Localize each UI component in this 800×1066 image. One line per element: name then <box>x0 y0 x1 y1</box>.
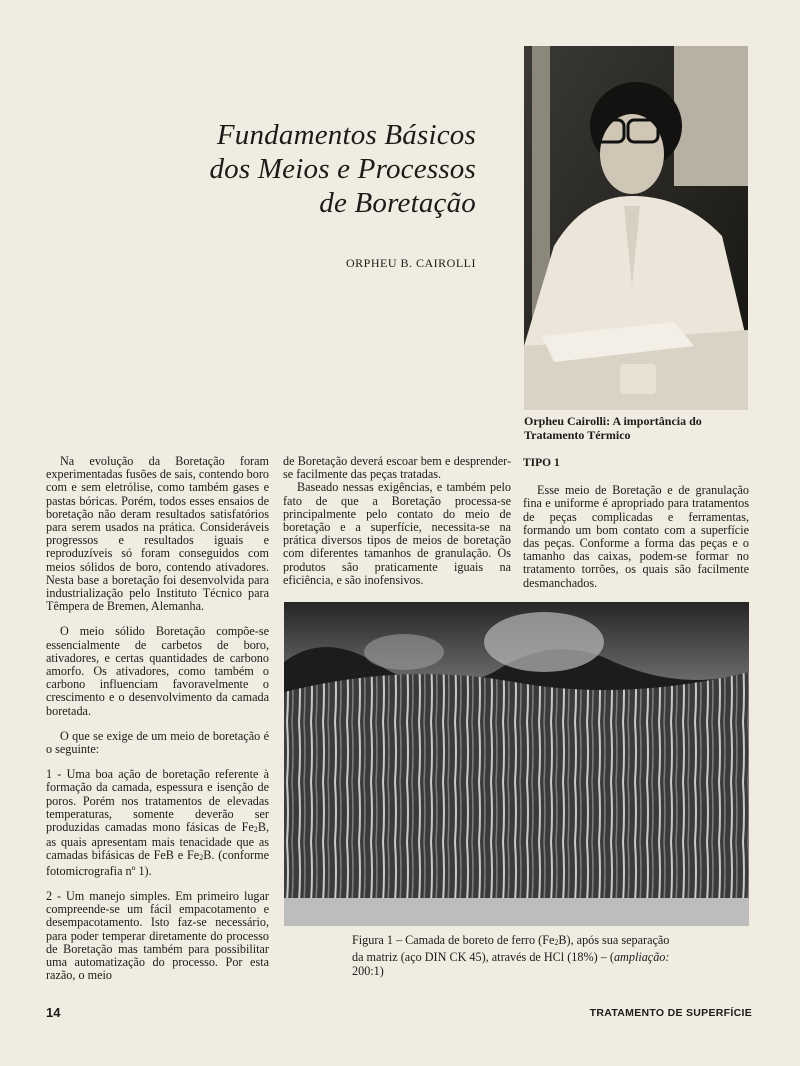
micrograph-figure <box>284 602 749 926</box>
paragraph: Esse meio de Boretação e de granulação fina e uniforme é apropriado para tratamentos de peças complicadas e ferramentas, formando um bom contato com a superfície das peças. Conforme a forma das peças e o tamanho das caixas, podem-se formar no tratamento torrões, os quais são facilmente desmanchados. <box>523 483 749 590</box>
article-title <box>150 118 476 220</box>
paragraph: Na evolução da Boretação foram experimentadas fusões de sais, contendo boro com e sem eletrólise, como também gases e pastas bóricas. Porém, todos esses ensaios de boretação não deram resultados satisfatórios para serem usados na prática. Consideráveis progressos e resultados iguais e reproduzíveis só foram conseguidos com meios sólidos de boro, contendo ativadores. Nesta base a boretação foi desenvolvida para industrialização pelo Instituto Técnico para Têmpera de Bremen, Alemanha. <box>46 454 269 614</box>
text-column-2 <box>283 455 511 599</box>
photo-caption: Orpheu Cairolli: A importância do Tratamento Térmico <box>524 414 702 442</box>
paragraph: de Boretação deverá escoar bem e desprender-se facilmente das peças tratadas. <box>283 454 511 482</box>
subscript: 2 <box>554 938 559 947</box>
author-photo-illustration <box>524 46 748 410</box>
title-line-2: dos Meios e Processos <box>209 153 476 185</box>
title-line-1: Fundamentos Básicos <box>216 119 476 151</box>
paragraph: O que se exige de um meio de boretação é o seguinte: <box>46 728 269 757</box>
author-photo <box>524 46 748 410</box>
section-heading: TIPO 1 <box>523 457 560 469</box>
paragraph-requirement-1: 1 - Uma boa ação de boretação referente à formação da camada, espessura e isenção de poros. Porém nos tratamentos de elevadas temperaturas, somente deverão ser produzidas camadas mono fásicas de $Fe_2B$, as quais apresentam mais tenacidade que as camadas bifásicas de FeB e $Fe_2B$. (conforme fotomicrografia nº 1). <box>46 767 269 878</box>
text-column-3 <box>523 455 749 602</box>
subscript: 2 <box>253 825 258 835</box>
page-number: 14 <box>46 1005 61 1020</box>
title-line-3: de Boretação <box>319 187 476 219</box>
text-column-1 <box>46 455 269 982</box>
paragraph: O meio sólido Boretação compõe-se essencialmente de carbetos de boro, ativadores, e certas quantidades de carbono amorfo. Os ativadores, como também o carbono influenciam favoravelmente o crescimento e o desenvolvimento da camada boretada. <box>46 624 269 718</box>
micrograph-image <box>284 602 749 926</box>
paragraph: Baseado nessas exigências, e também pelo fato de que a Boretação processa-se principalmente pelo contato do meio de boretação e a superfície, necessita-se na prática diversos tipos de meios de boretação com diferentes tamanhos de granulação. Os produtos são praticamente iguais na eficiência, e são inofensivos. <box>283 480 511 587</box>
figure-caption: Figura 1 – Camada de boreto de ferro $(Fe_2B)$, após sua separação da matriz (aço DIN CK 45), através de HCl (18%) – (ampliação: 200:1) <box>352 933 670 978</box>
article-author: ORPHEU B. CAIROLLI <box>345 256 476 270</box>
paragraph-requirement-2: 2 - Um manejo simples. Em primeiro lugar compreende-se um fácil empacotamento e desempacotamento. Isto faz-se necessário, para poder temperar diretamente do processo de Boretação mas também para possibilitar uma automatização do processo. Por esta razão, o meio <box>46 888 269 983</box>
subscript: 2 <box>199 853 204 863</box>
publication-footer: TRATAMENTO DE SUPERFÍCIE <box>589 1007 752 1019</box>
